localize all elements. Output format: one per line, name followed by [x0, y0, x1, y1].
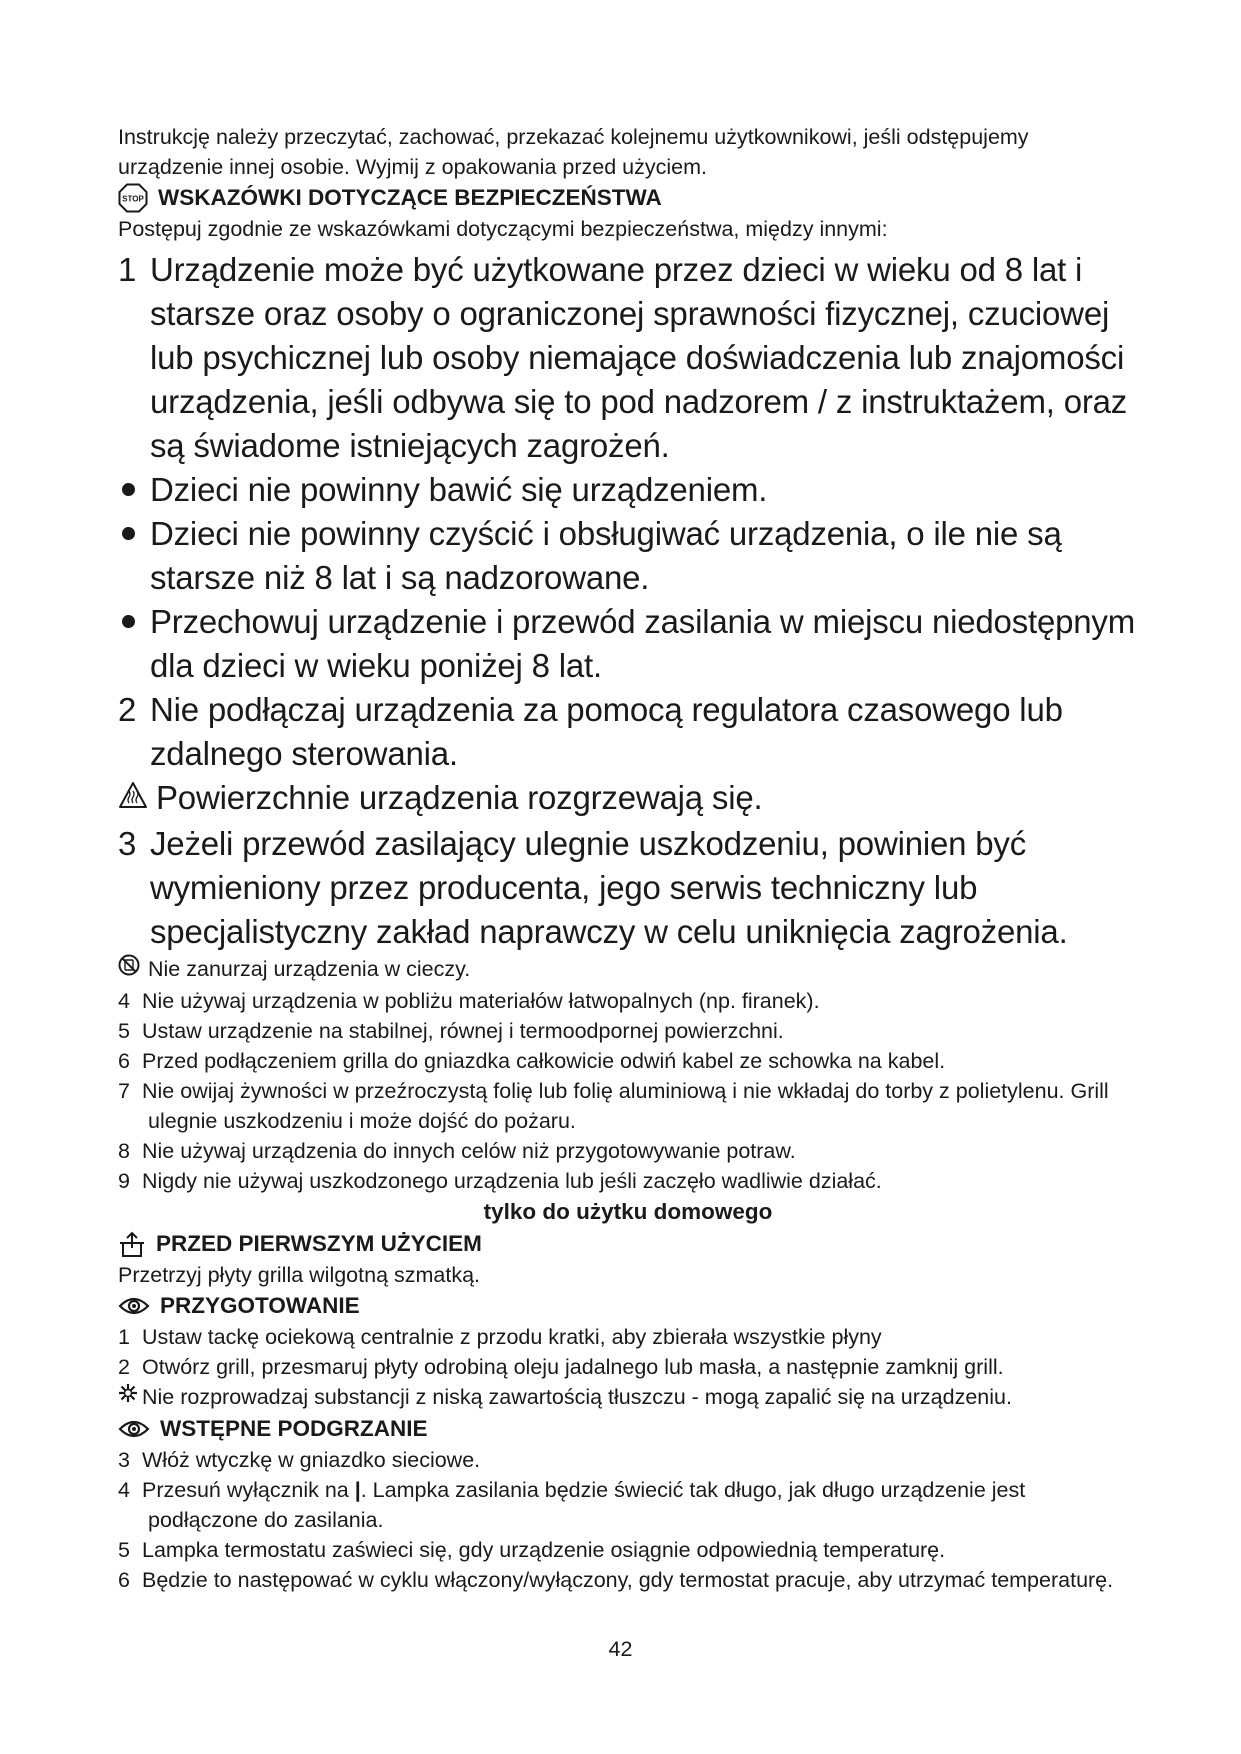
bullet-item [118, 600, 1138, 688]
item-number: 2 [118, 1354, 130, 1379]
safety-subtitle: Postępuj zgodnie ze wskazówkami dotyczącymi bezpieczeństwa, między innymi: [118, 217, 888, 241]
item-number: 6 [118, 1048, 130, 1073]
list-item [118, 1475, 1138, 1535]
bullet-text: Przechowuj urządzenie i przewód zasilania w miejscu niedostępnym dla dzieci w wieku poniżej 8 lat. [150, 603, 1136, 684]
item-number: 4 [118, 988, 130, 1013]
bullet-dot [118, 468, 150, 512]
preheat-heading-text: WSTĘPNE PODGRZANIE [160, 1415, 428, 1441]
list-item [118, 1076, 1138, 1136]
list-item [118, 1166, 1138, 1196]
intro-line-2: urządzenie innej osobie. Wyjmij z opakowania przed użyciem. [118, 155, 707, 179]
list-item [118, 1046, 1138, 1076]
item-text: Nigdy nie używaj uszkodzonego urządzenia lub jeśli zaczęło wadliwie działać. [142, 1168, 882, 1193]
item-text: Nie podłączaj urządzenia za pomocą regulatora czasowego lub zdalnego sterowania. [150, 691, 1063, 772]
list-item [118, 1565, 1138, 1595]
no-immerse-icon [118, 954, 140, 984]
item-number: 7 [118, 1078, 130, 1103]
item-text-post: . Lampka zasilania będzie świecić tak długo, jak długo urządzenie jest podłączone do zasilania. [148, 1477, 1026, 1532]
list-item [118, 1322, 1138, 1352]
eye-icon [118, 1418, 150, 1440]
item-number: 5 [118, 1018, 130, 1043]
bullet-dot [118, 512, 150, 556]
fire-warning-text: Nie rozprowadzaj substancji z niską zawartością tłuszczu - mogą zapalić się na urządzeniu. [142, 1384, 1012, 1409]
stop-icon [118, 183, 148, 213]
safety-item-3 [118, 822, 1138, 954]
item-number: 6 [118, 1567, 130, 1592]
no-immerse-warning [118, 954, 1138, 985]
bullet-item [118, 512, 1138, 600]
item-number: 1 [118, 251, 137, 288]
safety-heading [118, 182, 1138, 214]
item-number: 3 [118, 825, 137, 863]
item-text: Przed podłączeniem grilla do gniazdka całkowicie odwiń kabel ze schowka na kabel. [142, 1048, 946, 1073]
item-text: Będzie to następować w cyklu włączony/wyłączony, gdy termostat pracuje, aby utrzymać temperaturę. [142, 1567, 1114, 1592]
bullet-text: Dzieci nie powinny bawić się urządzeniem. [150, 471, 768, 508]
first-use-text: Przetrzyj płyty grilla wilgotną szmatką. [118, 1262, 481, 1287]
unpack-box-icon [118, 1230, 146, 1258]
first-use-heading-text: PRZED PIERWSZYM UŻYCIEM [156, 1230, 482, 1256]
item-number: 8 [118, 1138, 130, 1163]
item-text-pre: Przesuń wyłącznik na [142, 1477, 355, 1502]
item-text: Włóż wtyczkę w gniazdko sieciowe. [142, 1447, 481, 1472]
preheat-heading [118, 1413, 1138, 1445]
hot-surface-text: Powierzchnie urządzenia rozgrzewają się. [156, 779, 763, 816]
switch-symbol: | [354, 1477, 361, 1502]
safety-heading-text: WSKAZÓWKI DOTYCZĄCE BEZPIECZEŃSTWA [158, 185, 662, 210]
item-text: Urządzenie może być użytkowane przez dzieci w wieku od 8 lat i starsze oraz osoby o ograniczonej sprawności fizycznej, czuciowej lub psychicznej lub osoby niemające doświadczenia lub znajomości urządzenia, jeśli odbywa się to pod nadzorem / z instruktażem, oraz są świadome istniejących zagrożeń. [150, 251, 1128, 464]
item-number: 1 [118, 1324, 130, 1349]
stop-icon-text: STOP [122, 194, 144, 204]
intro-text [118, 122, 1138, 182]
item-text: Ustaw tackę ociekową centralnie z przodu kratki, aby zbierała wszystkie płyny [142, 1324, 882, 1349]
item-text: Nie owijaj żywności w przeźroczystą folię lub folię aluminiową i nie wkładaj do torby z polietylenu. Grill ulegnie uszkodzeniu i może dojść do pożaru. [142, 1078, 1109, 1133]
safety-item-1 [118, 248, 1138, 468]
list-item [118, 1136, 1138, 1166]
item-text: Nie używaj urządzenia w pobliżu materiałów łatwopalnych (np. firanek). [142, 988, 820, 1013]
preparation-heading-text: PRZYGOTOWANIE [160, 1292, 360, 1318]
first-use-heading [118, 1228, 1138, 1260]
intro-line-1: Instrukcję należy przeczytać, zachować, przekazać kolejnemu użytkownikowi, jeśli odstępujemy [118, 125, 1029, 149]
bullet-dot [118, 600, 150, 644]
flame-burst-icon [118, 1381, 138, 1411]
list-item [118, 1352, 1138, 1382]
document-page [118, 122, 1138, 1595]
item-text: Jeżeli przewód zasilający ulegnie uszkodzeniu, powinien być wymieniony przez producenta, jego serwis techniczny lub specjalistyczny zakład naprawczy w celu uniknięcia zagrożenia. [150, 825, 1068, 951]
hot-surface-warning [118, 776, 1138, 822]
list-item [118, 1445, 1138, 1475]
item-text: Ustaw urządzenie na stabilnej, równej i termoodpornej powierzchni. [142, 1018, 784, 1043]
item-text: Otwórz grill, przesmaruj płyty odrobiną oleju jadalnego lub masła, a następnie zamknij grill. [142, 1354, 1004, 1379]
page-number: 42 [608, 1637, 633, 1661]
item-number: 3 [118, 1447, 130, 1472]
eye-icon [118, 1295, 150, 1317]
no-immerse-text: Nie zanurzaj urządzenia w cieczy. [148, 957, 471, 982]
household-use-note: tylko do użytku domowego [483, 1198, 773, 1224]
list-item [118, 1016, 1138, 1046]
list-item [118, 986, 1138, 1016]
safety-item-2 [118, 688, 1138, 776]
list-item [118, 1535, 1138, 1565]
item-text: Lampka termostatu zaświeci się, gdy urządzenie osiągnie odpowiednią temperaturę. [142, 1537, 946, 1562]
item-number: 4 [118, 1477, 130, 1502]
preparation-heading [118, 1290, 1138, 1322]
bullet-item [118, 468, 1138, 512]
item-number: 5 [118, 1537, 130, 1562]
fire-warning [118, 1382, 1138, 1413]
item-text: Nie używaj urządzenia do innych celów niż przygotowywanie potraw. [142, 1138, 796, 1163]
bullet-text: Dzieci nie powinny czyścić i obsługiwać urządzenia, o ile nie są starsze niż 8 lat i są nadzorowane. [150, 515, 1062, 596]
item-number: 2 [118, 691, 137, 728]
item-number: 9 [118, 1168, 130, 1193]
hot-surface-icon [118, 776, 148, 820]
